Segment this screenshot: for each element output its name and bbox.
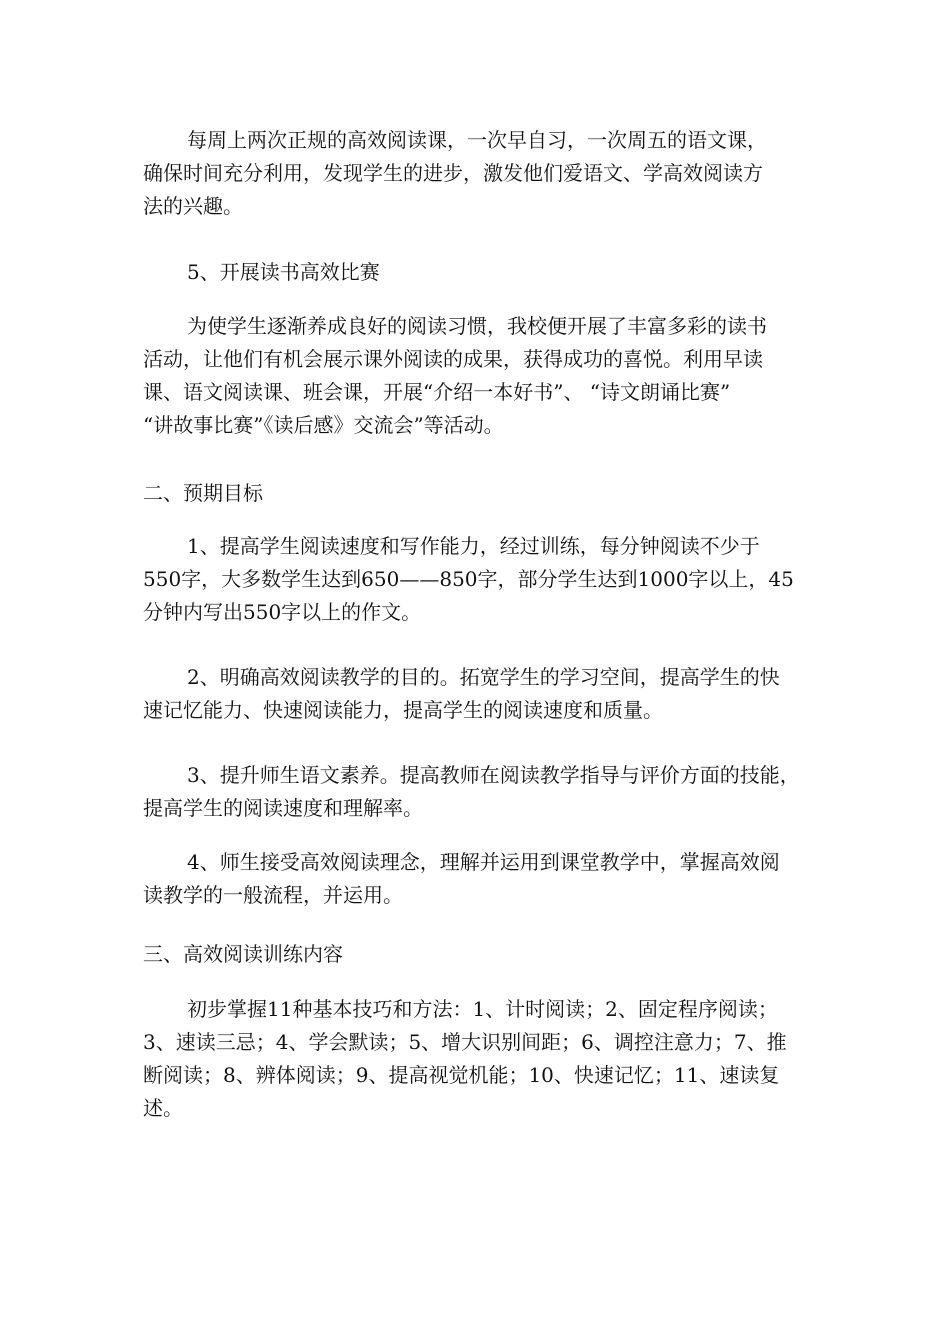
- text-line: 分钟内写出550字以上的作文。: [143, 600, 422, 624]
- text-line: 法的兴趣。: [143, 194, 243, 218]
- text-line: 1、提高学生阅读速度和写作能力，经过训练，每分钟阅读不少于: [187, 534, 760, 558]
- text-line: 断阅读；8、辨体阅读；9、提高视觉机能；10、快速记忆；11、速读复: [143, 1063, 780, 1087]
- paragraph-content-1: [143, 993, 853, 1125]
- paragraph-goal-1: [143, 530, 853, 629]
- text-line: 确保时间充分利用，发现学生的进步，激发他们爱语文、学高效阅读方: [143, 161, 763, 185]
- text-line: “讲故事比赛”《读后感》交流会”等活动。: [143, 413, 504, 437]
- text-line: 课、语文阅读课、班会课，开展“介绍一本好书”、 “诗文朗诵比赛”: [143, 380, 731, 404]
- paragraph-intro: [143, 124, 853, 223]
- text-line: 活动，让他们有机会展示课外阅读的成果，获得成功的喜悦。利用早读: [143, 347, 763, 371]
- paragraph-goal-4: [143, 846, 853, 912]
- section-heading-2: [143, 477, 853, 510]
- text-line: 每周上两次正规的高效阅读课，一次早自习，一次周五的语文课，: [187, 128, 767, 152]
- text-line: 提高学生的阅读速度和理解率。: [143, 796, 423, 820]
- paragraph-5: [143, 310, 853, 442]
- text-line: 初步掌握11种基本技巧和方法：1、计时阅读；2、固定程序阅读；: [187, 997, 778, 1021]
- text-line: 3、提升师生语文素养。提高教师在阅读教学指导与评价方面的技能，: [187, 763, 800, 787]
- text-line: 3、速读三忌；4、学会默读；5、增大识别间距；6、调控注意力；7、推: [143, 1030, 787, 1054]
- text-line: 速记忆能力、快速阅读能力，提高学生的阅读速度和质量。: [143, 698, 663, 722]
- text-line: 2、明确高效阅读教学的目的。拓宽学生的学习空间，提高学生的快: [187, 665, 780, 689]
- text-line: 550字，大多数学生达到650——850字，部分学生达到1000字以上，45: [143, 567, 794, 591]
- text-line: 5、开展读书高效比赛: [187, 260, 380, 284]
- paragraph-goal-3: [143, 759, 853, 825]
- text-line: 为使学生逐渐养成良好的阅读习惯，我校便开展了丰富多彩的读书: [187, 314, 767, 338]
- paragraph-goal-2: [143, 661, 853, 727]
- section-heading-3: [143, 938, 853, 971]
- text-line: 读教学的一般流程，并运用。: [143, 883, 403, 907]
- text-line: 三、高效阅读训练内容: [143, 942, 343, 966]
- text-line: 二、预期目标: [143, 481, 263, 505]
- subheading-5: [143, 256, 853, 289]
- text-line: 4、师生接受高效阅读理念，理解并运用到课堂教学中，掌握高效阅: [187, 850, 780, 874]
- text-line: 述。: [143, 1096, 183, 1120]
